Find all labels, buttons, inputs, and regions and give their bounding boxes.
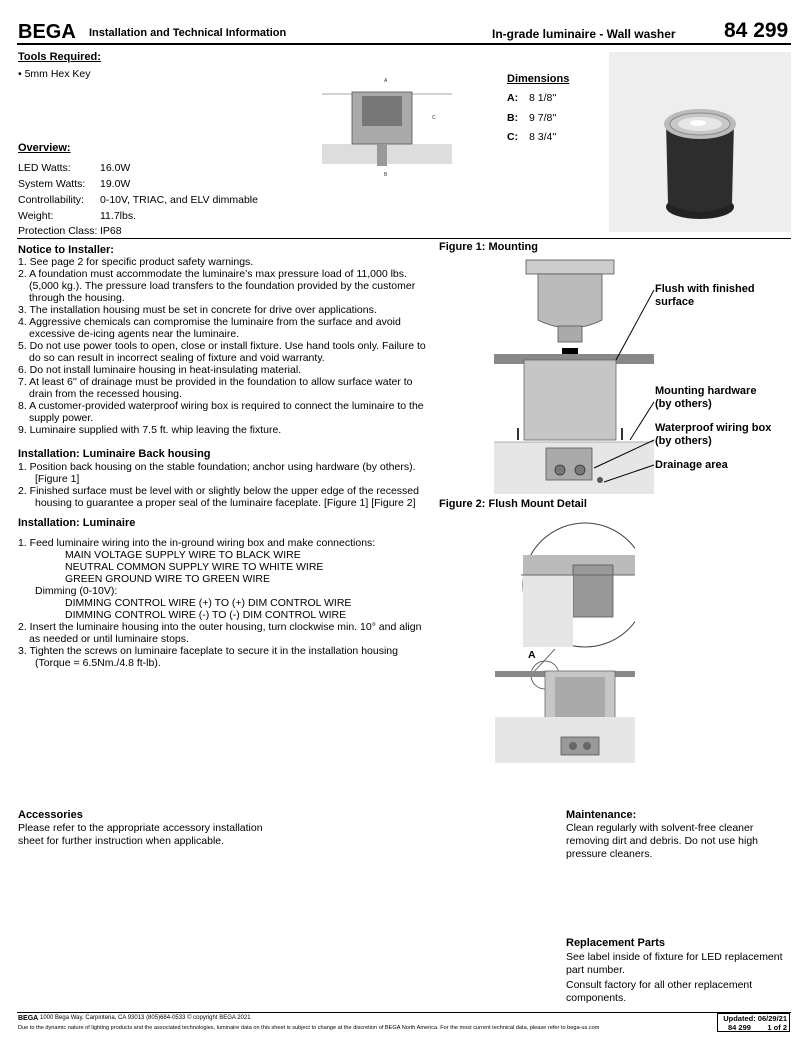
luminaire-list [18,537,421,669]
figure2-title: Figure 2: Flush Mount Detail [439,498,587,510]
callout-flush: Flush with finished surface [655,283,755,308]
back-housing-line: [Figure 1] [35,473,80,485]
back-housing-line: 1. Position back housing on the stable foundation; anchor using hardware (by others). [18,461,416,473]
footer-page-number: 1 of 2 [767,1023,787,1032]
overview-value-system: 19.0W [100,178,131,190]
overview-label-weight: Weight: [18,210,54,222]
luminaire-heading: Installation: Luminaire [18,517,136,529]
footer-updated: Updated: 06/29/21 [723,1014,787,1023]
dim-b-value: 9 7/8'' [529,112,557,124]
replacement-line: components. [566,992,627,1004]
callout-wiring: Waterproof wiring box (by others) [655,422,772,447]
replacement-text-2 [566,979,752,1005]
replacement-text-1 [566,951,783,977]
luminaire-line: DIMMING CONTROL WIRE (+) TO (+) DIM CONTROL WIRE [65,597,352,609]
overview-value-weight: 11.7lbs. [100,210,136,222]
overview-value-led: 16.0W [100,162,131,174]
back-housing-line: 2. Finished surface must be level with or slightly below the upper edge of the recessed [18,485,419,497]
dim-label-b: B [384,172,388,178]
notice-line: 1. See page 2 for specific product safety warnings. [18,256,254,268]
notice-line: 8. A customer-provided waterproof wiring box is required to connect the luminaire to the [18,400,424,412]
maintenance-heading: Maintenance: [566,809,637,821]
product-photo [609,52,791,232]
product-number: 84 299 [724,19,789,42]
luminaire-line: 3. Tighten the screws on luminaire faceplate to secure it in the installation housing [18,645,398,657]
overview-value-protection: IP68 [100,225,122,237]
notice-line: 2. A foundation must accommodate the luminaire’s max pressure load of 11,000 lbs. [18,268,407,280]
notice-list [18,256,426,436]
overview-heading: Overview: [18,142,71,154]
brand-logo: BEGA [18,21,76,43]
replacement-line: Consult factory for all other replacement [566,979,753,991]
notice-line: do so can result in incorrect sealing of fixture and void warranty. [29,352,325,364]
accessories-line: sheet for further instruction when applicable. [18,835,225,847]
notice-line: 3. The installation housing must be set in concrete for drive over applications. [18,304,377,316]
footer-page-ref: 84 299 [728,1023,751,1032]
notice-line: 9. Luminaire supplied with 7.5 ft. whip leaving the fixture. [18,424,282,436]
notice-line: excessive de-icing agents near the luminaire. [29,328,240,340]
back-housing-line: housing to guarantee a proper seal of the luminaire faceplate. [Figure 1] [Figure 2] [35,497,416,509]
back-housing-list [18,461,419,509]
footer-brand: BEGA [18,1015,39,1022]
dimensions-heading: Dimensions [507,73,570,85]
footer-disclaimer: Due to the dynamic nature of lighting products and the associated technologies, luminaire data on this sheet is subject to change at the discretion of BEGA North America. For the most current technical data, please refer to bega-us.com [18,1025,600,1031]
accessories-line: Please refer to the appropriate accessory installation [18,822,263,834]
dim-label-a: A [384,78,388,84]
section-rule [17,238,791,239]
notice-line: 4. Aggressive chemicals can compromise the luminaire from the surface and avoid [18,316,401,328]
luminaire-line: DIMMING CONTROL WIRE (-) TO (-) DIM CONTROL WIRE [65,609,347,621]
notice-line: through the housing. [29,292,125,304]
maintenance-line: pressure cleaners. [566,848,653,860]
notice-line: 6. Do not install luminaire housing in heat-insulating material. [18,364,302,376]
maintenance-line: removing dirt and debris. Do not use high [566,835,759,847]
replacement-line: See label inside of fixture for LED replacement [566,951,783,963]
header-rule [17,43,791,45]
footer-rule [17,1012,791,1013]
replacement-heading: Replacement Parts [566,937,666,949]
footer-page-box [717,1013,790,1032]
overview-label-led: LED Watts: [18,162,71,174]
overview-label-system: System Watts: [18,178,86,190]
luminaire-line: MAIN VOLTAGE SUPPLY WIRE TO BLACK WIRE [65,549,301,561]
notice-line: 7. At least 6'' of drainage must be provided in the foundation to allow surface water to [18,376,413,388]
overview-label-control: Controllability: [18,194,84,206]
dim-c-value: 8 3/4'' [529,131,557,143]
accessories-text [18,822,263,848]
luminaire-line: (Torque = 6.5Nm./4.8 ft-lb). [35,657,161,669]
dimension-sketch [322,74,452,179]
notice-heading: Notice to Installer: [18,244,114,256]
overview-label-protection: Protection Class: [18,225,98,237]
luminaire-line: 1. Feed luminaire wiring into the in-ground wiring box and make connections: [18,537,376,549]
figure2-detail-drawing [495,515,635,765]
notice-line: 5. Do not use power tools to open, close or install fixture. Use hand tools only. Failure to [18,340,426,352]
replacement-line: part number. [566,964,625,976]
product-type: In-grade luminaire - Wall washer [492,27,676,41]
overview-value-control: 0-10V, TRIAC, and ELV dimmable [100,194,258,206]
luminaire-line: NEUTRAL COMMON SUPPLY WIRE TO WHITE WIRE [65,561,324,573]
dim-a-value: 8 1/8'' [529,92,557,104]
callout-drainage: Drainage area [655,459,728,471]
notice-line: supply power. [29,412,94,424]
luminaire-line: GREEN GROUND WIRE TO GREEN WIRE [65,573,270,585]
tools-item: • 5mm Hex Key [18,68,91,80]
figure1-title: Figure 1: Mounting [439,241,538,253]
notice-line: (5,000 kg.). The pressure load transfers to the foundation provided by the customer [29,280,416,292]
notice-line: drain from the recessed housing. [29,388,182,400]
doc-title: Installation and Technical Information [89,27,287,39]
luminaire-line: as needed or until luminaire stops. [29,633,189,645]
back-housing-heading: Installation: Luminaire Back housing [18,448,211,460]
dim-b-label: B: [507,112,519,124]
footer-address: 1000 Bega Way, Carpinteria, CA 93013 (805)684-0533 © copyright BEGA 2021 [40,1015,251,1021]
accessories-heading: Accessories [18,809,83,821]
callout-leaders [590,290,660,490]
luminaire-line: Dimming (0-10V): [35,585,118,597]
figure2-detail-label: A [528,649,536,661]
dim-label-c: C [432,115,436,121]
dim-a-label: A: [507,92,519,104]
maintenance-line: Clean regularly with solvent-free cleaner [566,822,754,834]
tools-heading: Tools Required: [18,51,101,63]
dim-c-label: C: [507,131,519,143]
maintenance-text [566,822,758,861]
luminaire-line: 2. Insert the luminaire housing into the outer housing, turn clockwise min. 10° and align [18,621,422,633]
callout-mounting: Mounting hardware (by others) [655,385,757,410]
